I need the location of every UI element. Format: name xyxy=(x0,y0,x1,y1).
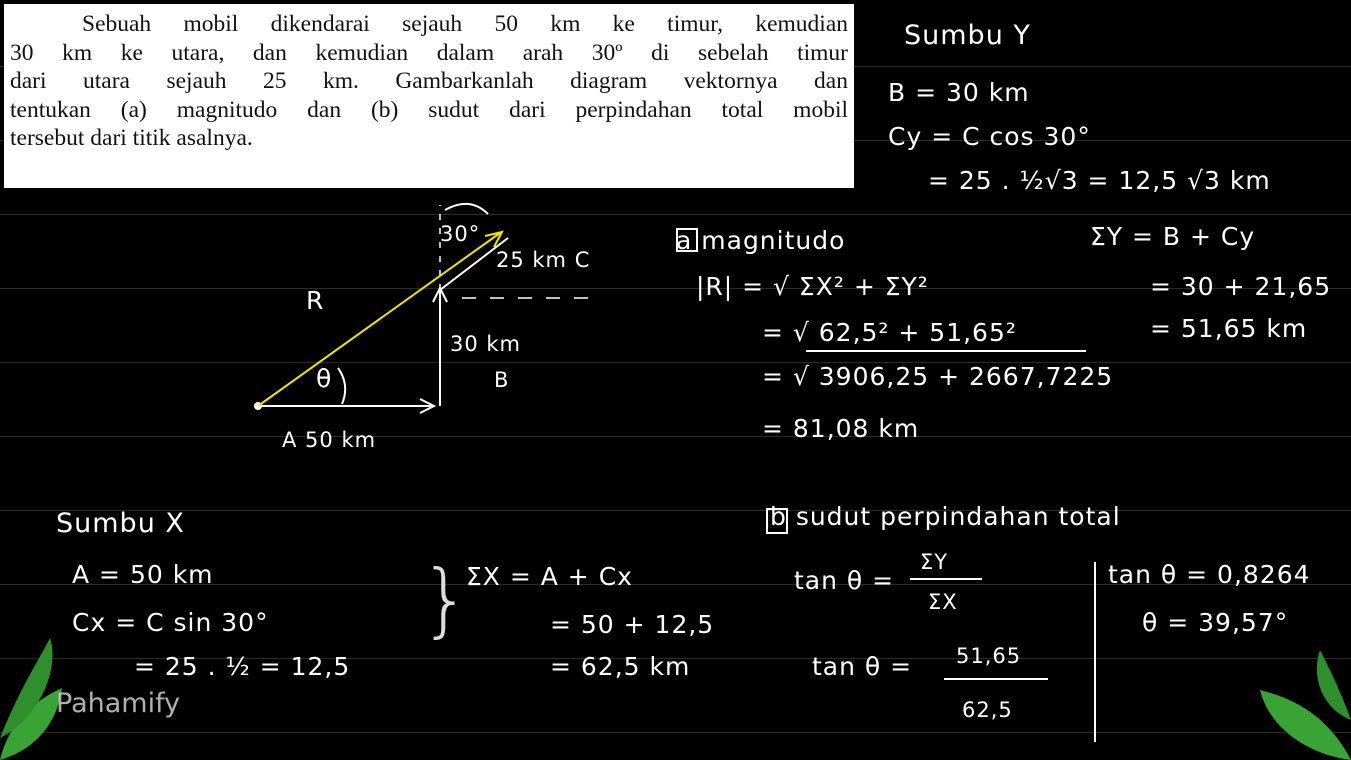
fraction-bar-2 xyxy=(944,678,1048,680)
vector-b-label: B xyxy=(494,368,510,392)
vector-c-label: 25 km C xyxy=(496,248,591,272)
vector-r-line xyxy=(258,233,500,406)
tan-denominator-2: 62,5 xyxy=(962,698,1013,722)
problem-line: tersebut dari titik asalnya. xyxy=(10,125,253,151)
angle-arc-theta xyxy=(338,368,345,404)
magnitudo-line: |R| = √ ΣX² + ΣY² xyxy=(696,272,929,301)
problem-line: 30 km ke utara, dan kemudian dalam arah 30º di sebelah timur xyxy=(10,39,848,66)
problem-line: tentukan (a) magnitudo dan (b) sudut dari perpindahan total mobil xyxy=(10,96,848,123)
sum-x-line: = 50 + 12,5 xyxy=(550,610,715,639)
sum-x-line: ΣX = A + Cx xyxy=(466,562,633,591)
tan-theta-lhs: tan θ = xyxy=(794,566,895,595)
underline-stroke xyxy=(806,350,1086,352)
theta-label: θ xyxy=(316,364,333,393)
problem-line: dari utara sejauh 25 km. Gambarkanlah diagram vektornya dan xyxy=(10,68,848,94)
part-a-box xyxy=(676,228,698,252)
brace-mark: } xyxy=(420,553,472,646)
magnitudo-line: = √ 62,5² + 51,65² xyxy=(762,318,1017,347)
sumbu-x-title: Sumbu X xyxy=(56,508,185,539)
sumbu-y-line: = 30 + 21,65 xyxy=(1150,272,1332,301)
sumbu-y-line: ΣY = B + Cy xyxy=(1090,222,1256,251)
vector-b-magnitude: 30 km xyxy=(450,332,522,356)
tan-numerator: ΣY xyxy=(920,550,949,574)
magnitudo-line: = √ 3906,25 + 2667,7225 xyxy=(762,362,1114,391)
fraction-bar xyxy=(910,578,982,580)
sumbu-y-line: B = 30 km xyxy=(888,78,1030,107)
sumbu-y-line: = 25 . ½√3 = 12,5 √3 km xyxy=(928,166,1271,195)
vector-r-label: R xyxy=(306,286,325,315)
divider-stroke xyxy=(1094,562,1096,742)
theta-result: θ = 39,57° xyxy=(1142,608,1289,637)
sumbu-x-line: A = 50 km xyxy=(72,560,214,589)
angle-30-label: 30° xyxy=(440,222,481,246)
sumbu-y-line: = 51,65 km xyxy=(1150,314,1308,343)
sumbu-x-line: = 25 . ½ = 12,5 xyxy=(134,652,351,681)
tan-denominator: ΣX xyxy=(928,590,958,614)
tan-theta-lhs-2: tan θ = xyxy=(812,652,913,681)
sudut-title: b sudut perpindahan total xyxy=(770,502,1121,531)
angle-arc-top xyxy=(445,204,488,214)
tan-numerator-2: 51,65 xyxy=(956,644,1022,668)
problem-line: Sebuah mobil dikendarai sejauh 50 km ke timur, kemudian xyxy=(82,11,848,37)
vector-a-label: A 50 km xyxy=(282,428,377,452)
sum-x-line: = 62,5 km xyxy=(550,652,691,681)
magnitudo-result: = 81,08 km xyxy=(762,414,920,443)
sumbu-x-line: Cx = C sin 30° xyxy=(72,608,269,637)
leaf-decoration-right xyxy=(1240,650,1351,760)
brand-logo: Pahamify xyxy=(56,688,181,719)
sumbu-y-title: Sumbu Y xyxy=(904,20,1031,51)
tan-result: tan θ = 0,8264 xyxy=(1108,560,1311,589)
magnitudo-title: a magnitudo xyxy=(676,226,846,255)
sumbu-y-line: Cy = C cos 30° xyxy=(888,122,1091,151)
